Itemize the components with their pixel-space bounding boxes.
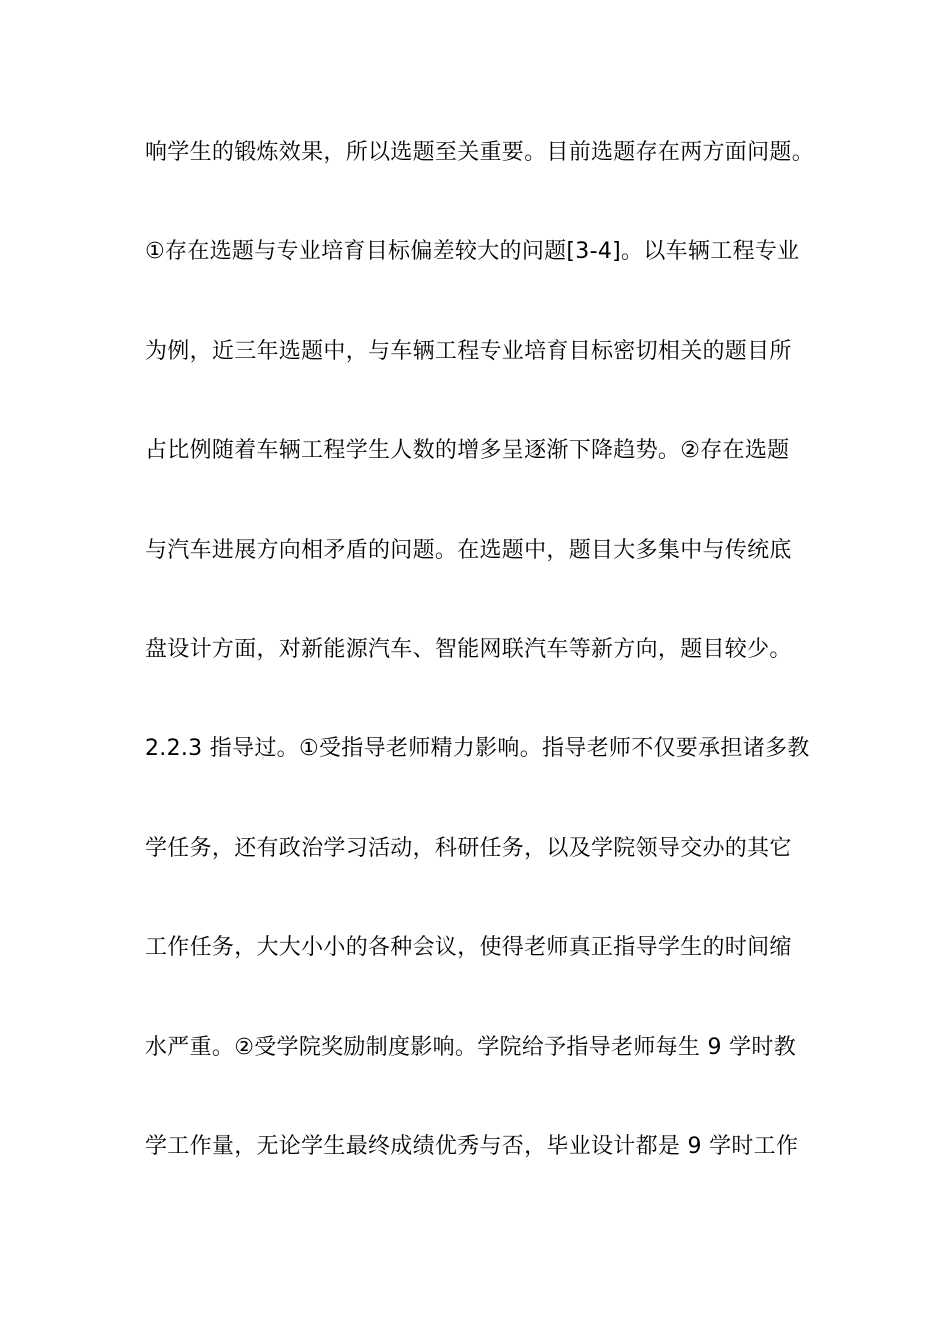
- text-line: 2.2.3 指导过。①受指导老师精力影响。指导老师不仅要承担诸多教: [145, 736, 810, 762]
- text-line: 与汽车进展方向相矛盾的问题。在选题中，题目大多集中与传统底: [145, 537, 792, 563]
- text-line: 学工作量，无论学生最终成绩优秀与否，毕业设计都是 9 学时工作: [145, 1133, 799, 1159]
- text-line: 盘设计方面，对新能源汽车、智能网联汽车等新方向，题目较少。: [145, 636, 792, 662]
- text-line: 占比例随着车辆工程学生人数的增多呈逐渐下降趋势。②存在选题: [145, 438, 790, 464]
- text-line: 为例，近三年选题中，与车辆工程专业培育目标密切相关的题目所: [145, 338, 792, 364]
- text-line: ①存在选题与专业培育目标偏差较大的问题[3-4]。以车辆工程专业: [145, 239, 800, 265]
- body-text: [145, 130, 825, 1223]
- text-line: 水严重。②受学院奖励制度影响。学院给予指导老师每生 9 学时教: [145, 1034, 797, 1060]
- text-line: 工作任务，大大小小的各种会议，使得老师真正指导学生的时间缩: [145, 935, 792, 961]
- text-line: 响学生的锻炼效果，所以选题至关重要。目前选题存在两方面问题。: [145, 140, 815, 165]
- text-line: 学任务，还有政治学习活动，科研任务，以及学院领导交办的其它: [145, 835, 792, 861]
